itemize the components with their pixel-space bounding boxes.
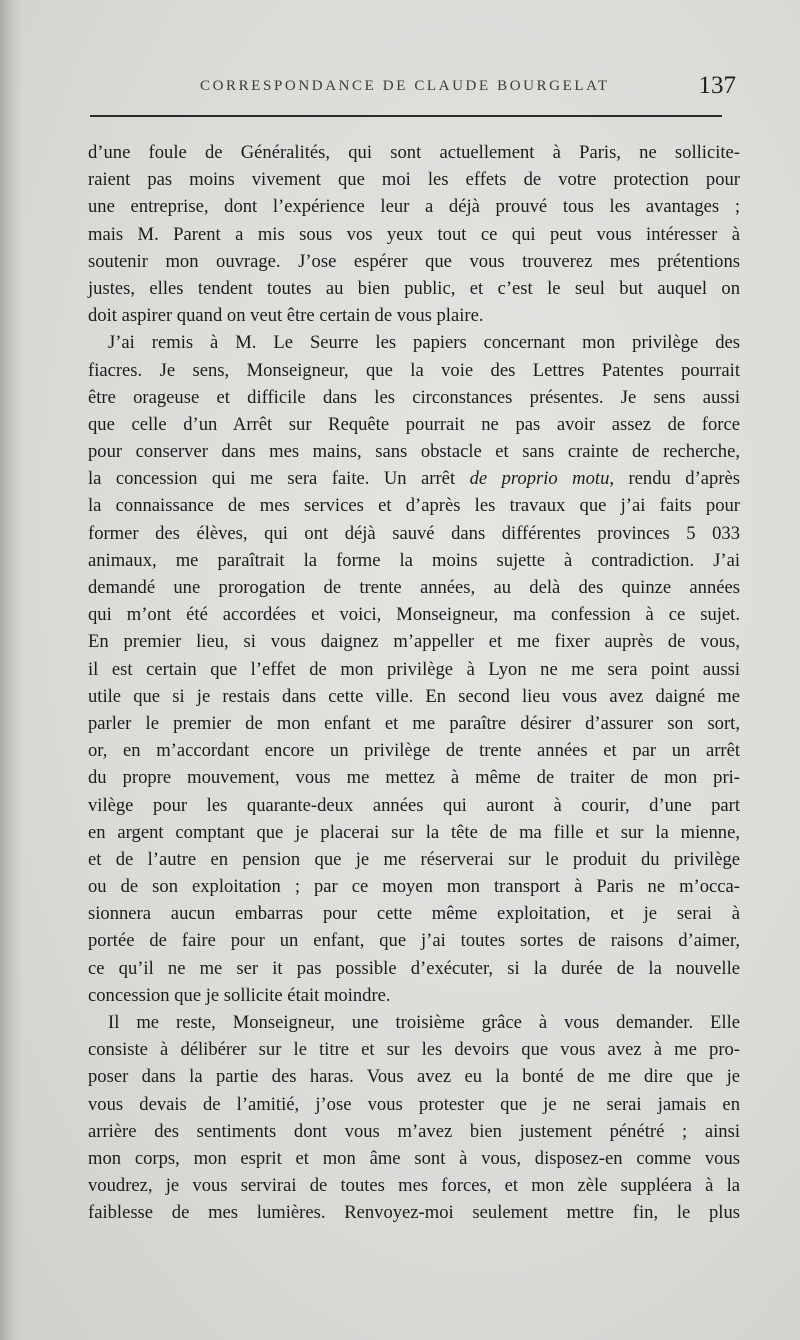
text-line: vilège pour les quarante-deux années qui auront à courir, d’une part [88,794,740,816]
text-line: arrière des sentiments dont vous m’avez bien justement pénétré ; ainsi [88,1120,740,1142]
text-line: sionnera aucun embarras pour cette même exploitation, et je serai à [88,903,740,925]
text-line: et de l’autre en pension que je me réserverai sur le produit du privilège [88,848,740,870]
text-line: poser dans la partie des haras. Vous avez eu la bonté de me dire que je [88,1066,740,1088]
text-line: parler le premier de mon enfant et me paraître désirer d’assurer son sort, [88,712,740,734]
text-line: être orageuse et difficile dans les circonstances présentes. Je sens aussi [88,386,740,408]
text-line: doit aspirer quand on veut être certain de vous plaire. [88,305,484,327]
text-line: demandé une prorogation de trente années, au delà des quinze années [88,577,740,598]
text-line: vous devais de l’amitié, j’ose vous protester que je ne serai jamais en [88,1093,740,1115]
text-segment: la concession qui me sera faite. Un arrêt [88,468,470,490]
text-line: concession que je sollicite était moindre. [88,984,391,1006]
text-line: voudrez, je vous servirai de toutes mes forces, et mon zèle suppléera à la [88,1175,740,1197]
text-line: il est certain que l’effet de mon privilège à Lyon ne me sera point aussi [88,658,740,680]
text-line: ce qu’il ne me ser it pas possible d’exécuter, si la durée de la nouvelle [88,957,740,979]
italic-phrase: de proprio motu [469,468,610,490]
text-line: d’une foule de Généralités, qui sont actuellement à Paris, ne sollicite- [88,142,740,163]
text-line: soutenir mon ouvrage. J’ose espérer que vous trouverez mes prétentions [88,250,740,272]
text-line: qui m’ont été accordées et voici, Monseigneur, ma confession à ce sujet. [88,604,740,626]
page-header [88,72,740,106]
page-number: 137 [698,72,736,99]
body-text [88,139,740,1227]
text-line-with-italic [88,465,740,492]
text-line: former des élèves, qui ont déjà sauvé dans différentes provinces 5 033 [88,522,740,544]
text-line: fiacres. Je sens, Monseigneur, que la voie des Lettres Patentes pourrait [88,359,740,381]
text-line: mais M. Parent a mis sous vos yeux tout ce qui peut vous intéresser à [88,223,740,245]
text-line: la connaissance de mes services et d’après les travaux que j’ai faits pour [88,495,740,517]
text-line: que celle d’un Arrêt sur Requête pourrait ne pas avoir assez de force [88,413,740,435]
text-line: ou de son exploitation ; par ce moyen mon transport à Paris ne m’occa- [88,876,740,898]
running-title: CORRESPONDANCE DE CLAUDE BOURGELAT [200,78,610,94]
text-line: portée de faire pour un enfant, que j’ai toutes sortes de raisons d’aimer, [88,930,740,952]
text-segment: , rendu d’après [609,468,741,490]
text-line: consiste à délibérer sur le titre et sur les devoirs que vous avez à me pro- [88,1039,740,1061]
text-line: justes, elles tendent toutes au bien public, et c’est le seul but auquel on [88,277,740,299]
text-line: or, en m’accordant encore un privilège de trente années et par un arrêt [88,740,740,762]
text-line: animaux, me paraîtrait la forme la moins sujette à contradiction. J’ai [88,549,740,571]
text-line: mon corps, mon esprit et mon âme sont à vous, disposez-en comme vous [88,1147,740,1169]
text-line: Il me reste, Monseigneur, une troisième grâce à vous demander. Elle [108,1012,740,1033]
text-line: En premier lieu, si vous daignez m’appeller et me fixer auprès de vous, [88,631,740,653]
binding-shadow [0,0,22,1340]
text-line: une entreprise, dont l’expérience leur a déjà prouvé tous les avantages ; [88,196,740,218]
text-line: du propre mouvement, vous me mettez à même de traiter de mon pri- [88,767,740,789]
text-line: J’ai remis à M. Le Seurre les papiers concernant mon privilège des [108,332,740,354]
header-rule [90,115,722,117]
text-line: raient pas moins vivement que moi les effets de votre protection pour [88,169,740,191]
text-line: pour conserver dans mes mains, sans obstacle et sans crainte de recherche, [88,441,740,463]
text-line: faiblesse de mes lumières. Renvoyez-moi seulement mettre fin, le plus [88,1202,740,1224]
text-line: en argent comptant que je placerai sur la tête de ma fille et sur la mienne, [88,821,740,843]
text-line: utile que si je restais dans cette ville. En second lieu vous avez daigné me [88,685,740,707]
